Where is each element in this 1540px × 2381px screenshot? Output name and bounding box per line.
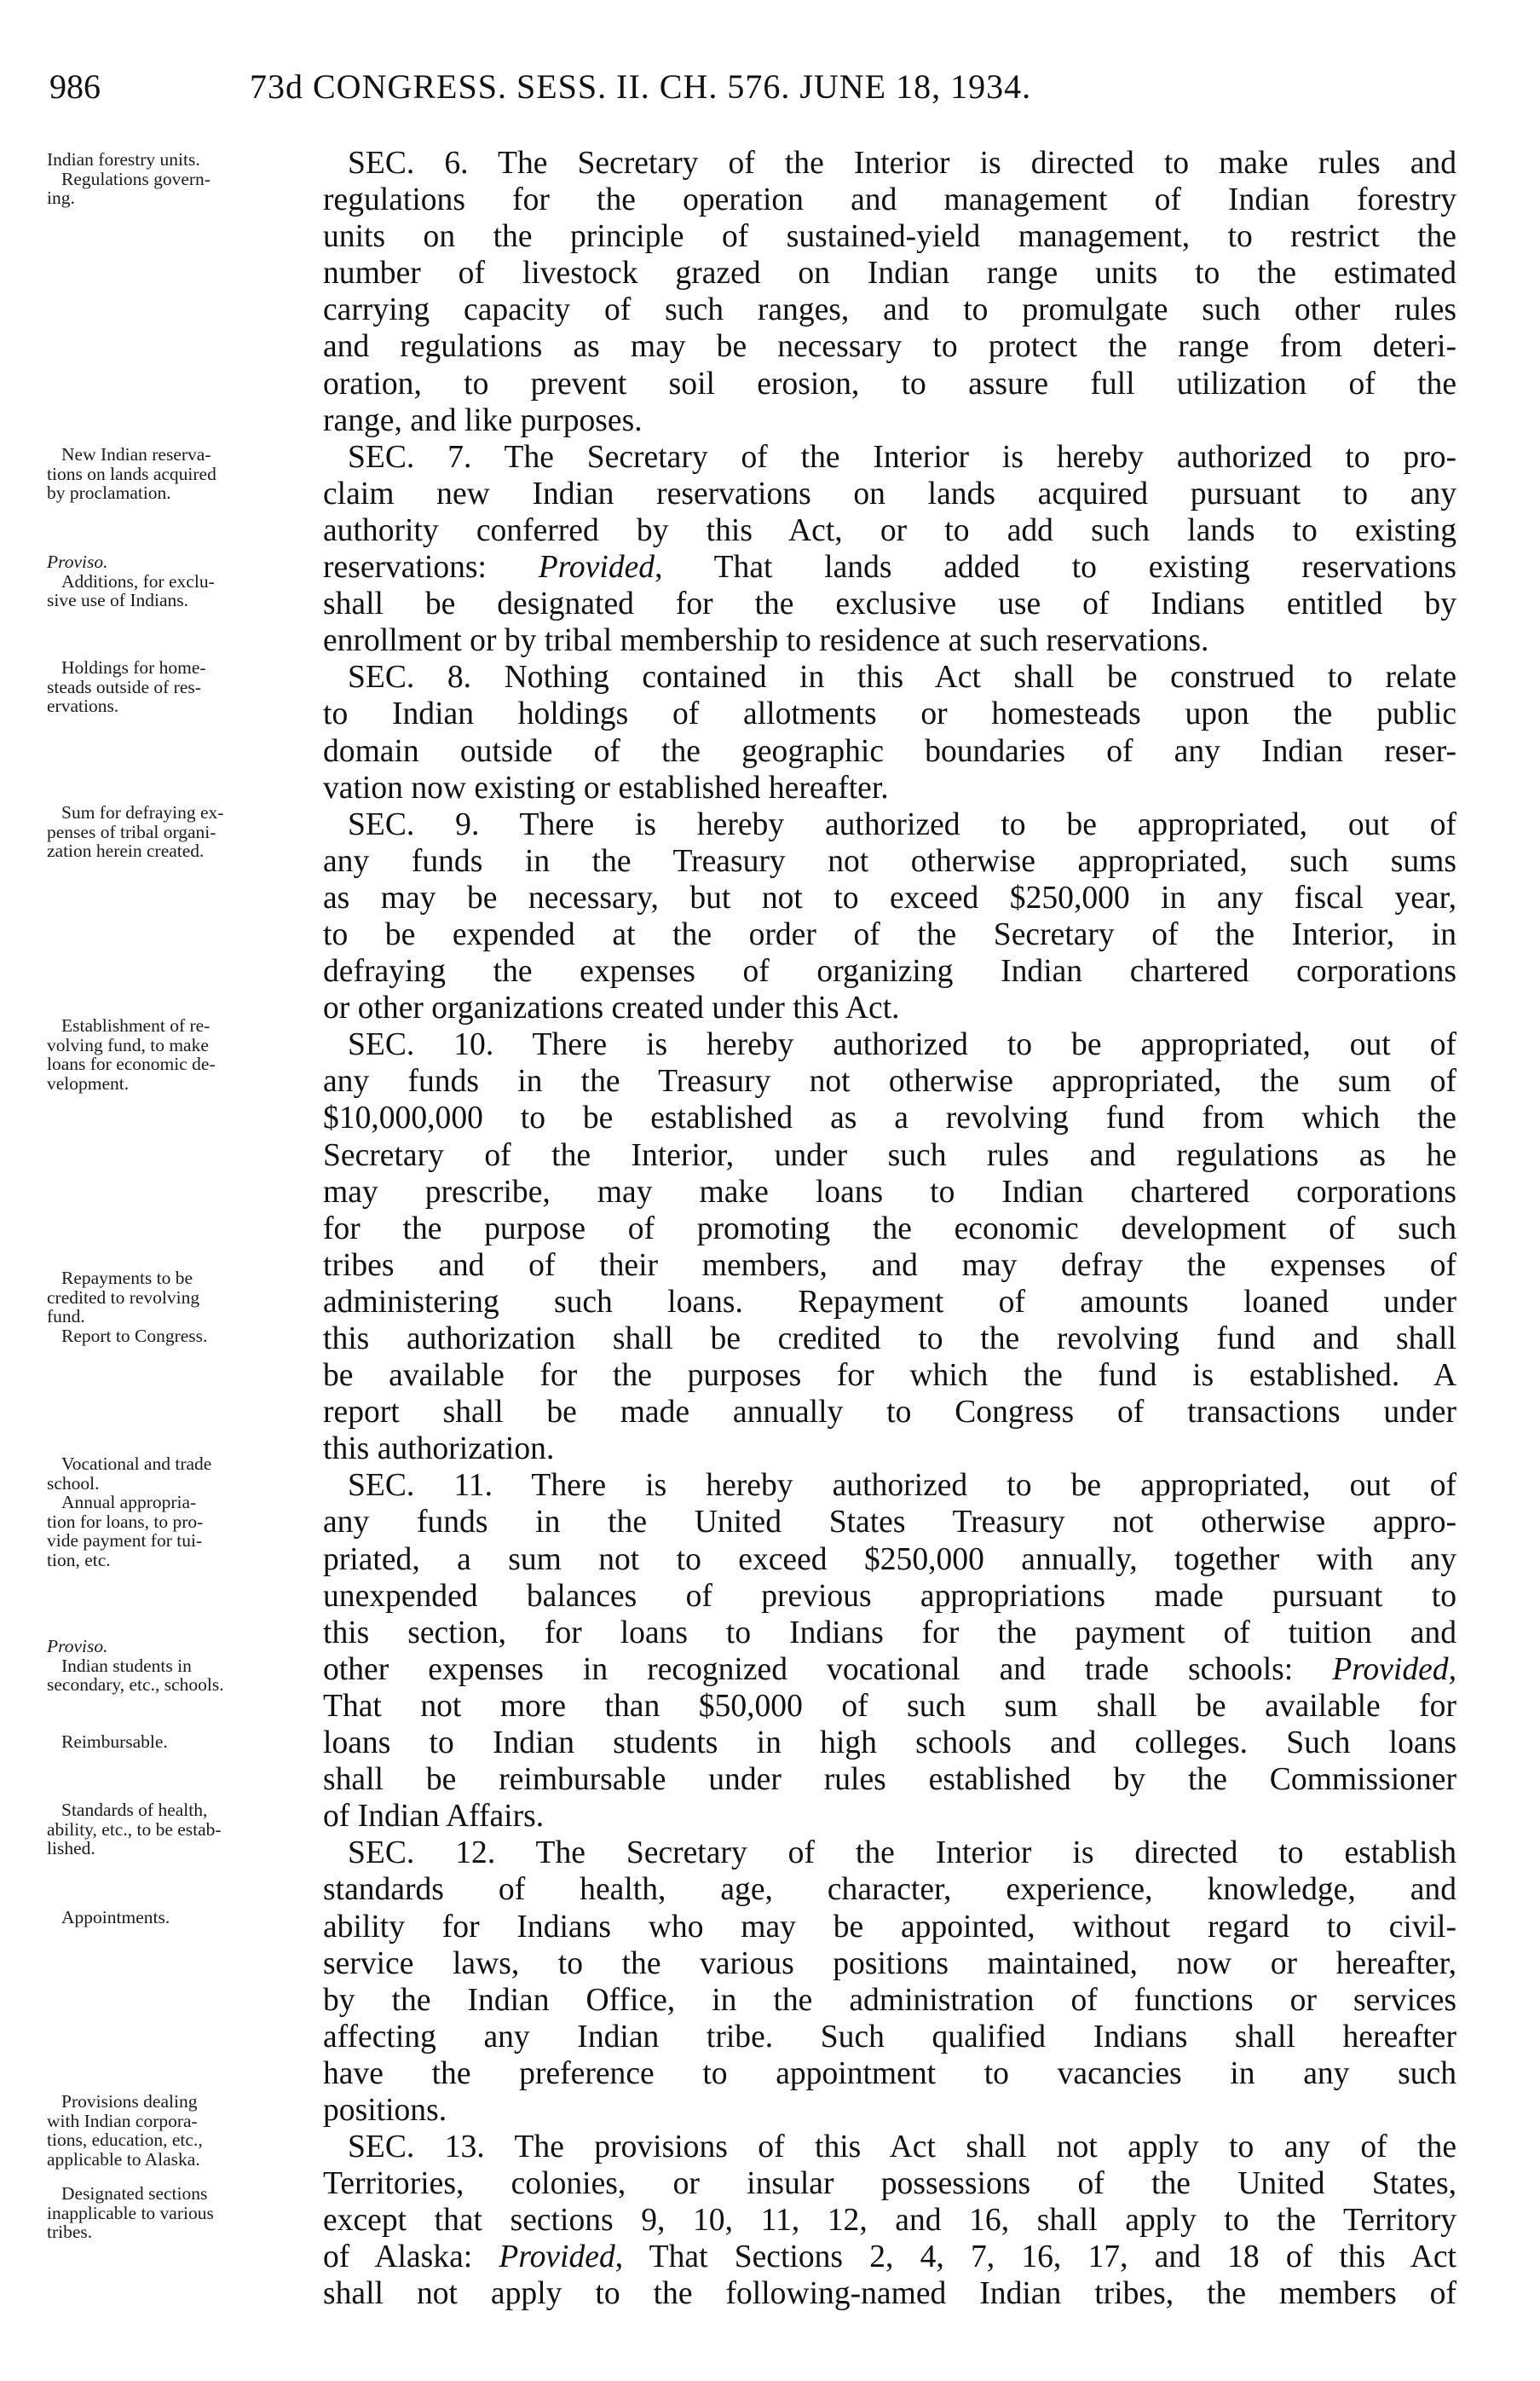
section-9-line: SEC. 9. There is hereby authorized to be appropriated, out of <box>348 806 1457 842</box>
margin-note-alaska: Provisions dealing with Indian corpora- tions, education, etc., applicable to Alaska. <box>47 2091 203 2170</box>
page-header <box>49 66 1456 118</box>
section-12-line: SEC. 12. The Secretary of the Interior is directed to establish <box>348 1835 1456 1871</box>
margin-note-proviso-students: Proviso. Indian students in secondary, etc., schools. <box>47 1636 224 1695</box>
section-13-line: SEC. 13. The provisions of this Act shall not apply to any of the <box>348 2130 1456 2165</box>
margin-note-designated-sections: Designated sections inapplicable to various tribes. <box>47 2183 214 2242</box>
margin-note-revolving-fund: Establishment of re- volving fund, to make loans for economic de- velopment. <box>47 1015 216 1094</box>
running-head: 73d CONGRESS. SESS. II. CH. 576. JUNE 18, 1934. <box>250 67 1032 106</box>
margin-note-homesteads: Holdings for home- steads outside of res- ervations. <box>47 657 206 716</box>
section-7-line: SEC. 7. The Secretary of the Interior is hereby authorized to pro- <box>348 439 1457 475</box>
page-number: 986 <box>49 67 101 106</box>
margin-note-appointments: Appointments. <box>61 1907 170 1927</box>
section-8-line: SEC. 8. Nothing contained in this Act shall be construed to relate <box>348 660 1456 696</box>
margin-note-vocational: Vocational and trade school. Annual appropria- tion for loans, to pro- vide payment for tui- tion, etc. <box>47 1453 212 1570</box>
section-10-line: SEC. 10. There is hereby authorized to be appropriated, out of <box>348 1027 1456 1063</box>
margin-note-repayments: Repayments to be credited to revolving fund. Report to Congress. <box>47 1268 208 1346</box>
margin-note-tribal-organization: Sum for defraying ex- penses of tribal organi- zation herein created. <box>47 802 224 861</box>
margin-note-new-reservations: New Indian reserva- tions on lands acquired by proclamation. <box>47 444 216 503</box>
statute-body: SEC. 6. The Secretary of the Interior is directed to make rules and regulations for the operation and management of Indian forestry units on the principle of sustained-yield management, to restrict the number of livestock grazed on Indian range units to the estimated carrying capacity of such ranges, and to promulgate such other rules and regulations as may be necessary to protect the range from deteri- oration, to prevent soil erosion, to assure full utilization of the range, and like purposes. SEC. 7. The Secretary of the Interior is hereby authorized to pro- claim new Indian reservations on lands acquired pursuant to any authority conferred by this Act, or to add such lands to existing reservations: Provided, That lands added to existing reservations shall be designated for the exclusive use of Indians entitled by enrollment or by tribal membership to residence at such reservations. SEC. 8. Nothing contained in this Act shall be construed to relate to Indian holdings of allotments or homesteads upon the public domain outside of the geographic boundaries of any Indian reser- vation now existing or established hereafter. SEC. 9. There is hereby authorized to be appropriated, out of any funds in the Treasury not otherwise appropriated, such sums as may be necessary, but not to exceed $250,000 in any fiscal year, to be expended at the order of the Secretary of the Interior, in defraying the expenses of organizing Indian chartered corporations or other organizations created under this Act. SEC. 10. There is hereby authorized to be appropriated, out of any funds in the Treasury not otherwise appropriated, the sum of $10,000,000 to be established as a revolving fund from which the Secretary of the Interior, under such rules and regulations as he may prescribe, may make loans to Indian chartered corporations for the purpose of promoting the economic development of such tribes and of their members, and may defray the expenses of administering such loans. Repayment of amounts loaned under this authorization shall be credited to the revolving fund and shall be available for the purposes for which the fund is established. A report shall be made annually to Congress of transactions under this authorization. SEC. 11. There is hereby authorized to be appropriated, out of any funds in the United States Treasury not otherwise appro- priated, a sum not to exceed $250,000 annually, together with any unexpended balances of previous appropriations made pursuant to this section, for loans to Indians for the payment of tuition and other expenses in recognized vocational and trade schools: Provided, That not more than $50,000 of such sum shall be available for loans to Indian students in high schools and colleges. Such loans shall be reimbursable under rules established by the Commissioner of Indian Affairs. SEC. 12. The Secretary of the Interior is directed to establish standards of health, age, character, experience, knowledge, and ability for Indians who may be appointed, without regard to civil- service laws, to the various positions maintained, now or hereafter, by the Indian Office, in the administration of functions or services affecting any Indian tribe. Such qualified Indians shall hereafter have the preference to appointment to vacancies in any such positions. SEC. 13. The provisions of this Act shall not apply to any of the Territories, colonies, or insular possessions of the United States, except that sections 9, 10, 11, 12, and 16, shall apply to the Territory of Alaska: Provided, That Sections 2, 4, 7, 16, 17, and 18 of this Act shall not apply to the following-named Indian tribes, the members of <box>323 146 1457 2312</box>
section-6-line: SEC. 6. The Secretary of the Interior is directed to make rules and <box>348 146 1457 181</box>
margin-note-reimbursable: Reimbursable. <box>61 1731 168 1752</box>
section-11-line: SEC. 11. There is hereby authorized to be appropriated, out of <box>348 1468 1457 1504</box>
margin-note-standards: Standards of health, ability, etc., to be estab- lished. <box>47 1800 222 1858</box>
margin-note-forestry: Indian forestry units. Regulations govern- ing. <box>47 149 211 208</box>
margin-note-proviso-additions: Proviso. Additions, for exclu- sive use of Indians. <box>47 552 215 610</box>
